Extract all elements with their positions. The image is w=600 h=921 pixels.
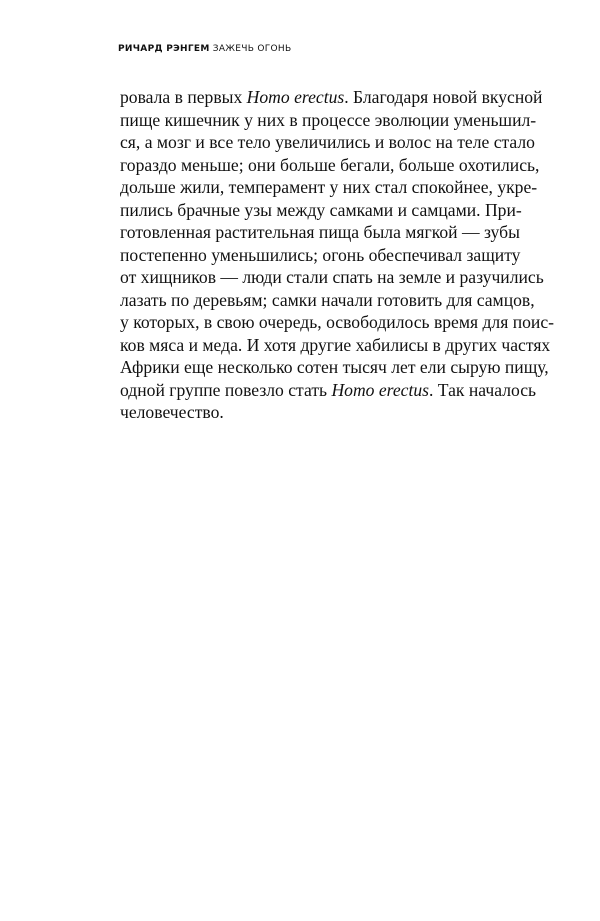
text-line: дольше жили, темперамент у них стал спокойнее, укре- (120, 177, 538, 197)
species-name: Homo erectus (246, 87, 345, 107)
running-header (118, 44, 291, 54)
body-text (120, 86, 555, 424)
text-line: от хищников — люди стали спать на земле и разучились (120, 267, 544, 287)
text-line: постепенно уменьшились; огонь обеспечивал защиту (120, 244, 521, 265)
text-line: Африки еще несколько сотен тысяч лет ели сырую пищу, (120, 357, 549, 377)
text-line: лазать по деревьям; самки начали готовить для самцов, (120, 289, 535, 310)
text-line: одной группе повезло стать Homo erectus. Так началось (120, 379, 537, 400)
header-author: РИЧАРД РЭНГЕМ (118, 44, 210, 54)
text-line: пище кишечник у них в процессе эволюции уменьшил- (120, 109, 537, 130)
species-name: Homo erectus (331, 379, 429, 400)
text-line: ков мяса и меда. И хотя другие хабилисы в других частях (120, 334, 551, 355)
text-line: гораздо меньше; они больше бегали, больше охотились, (120, 154, 540, 175)
header-book-title: ЗАЖЕЧЬ ОГОНЬ (212, 44, 292, 54)
text-line: ся, а мозг и все тело увеличились и волос на теле стало (120, 132, 535, 152)
text-line: пились брачные узы между самками и самцами. При- (120, 199, 522, 220)
text-line: ровала в первых Homo erectus. Благодаря новой вкусной (120, 87, 543, 107)
text-line: готовленная растительная пища была мягкой — зубы (120, 222, 520, 242)
text-line: у которых, в свою очередь, освободилось время для поис- (120, 312, 555, 332)
text-line: человечество. (120, 402, 224, 422)
